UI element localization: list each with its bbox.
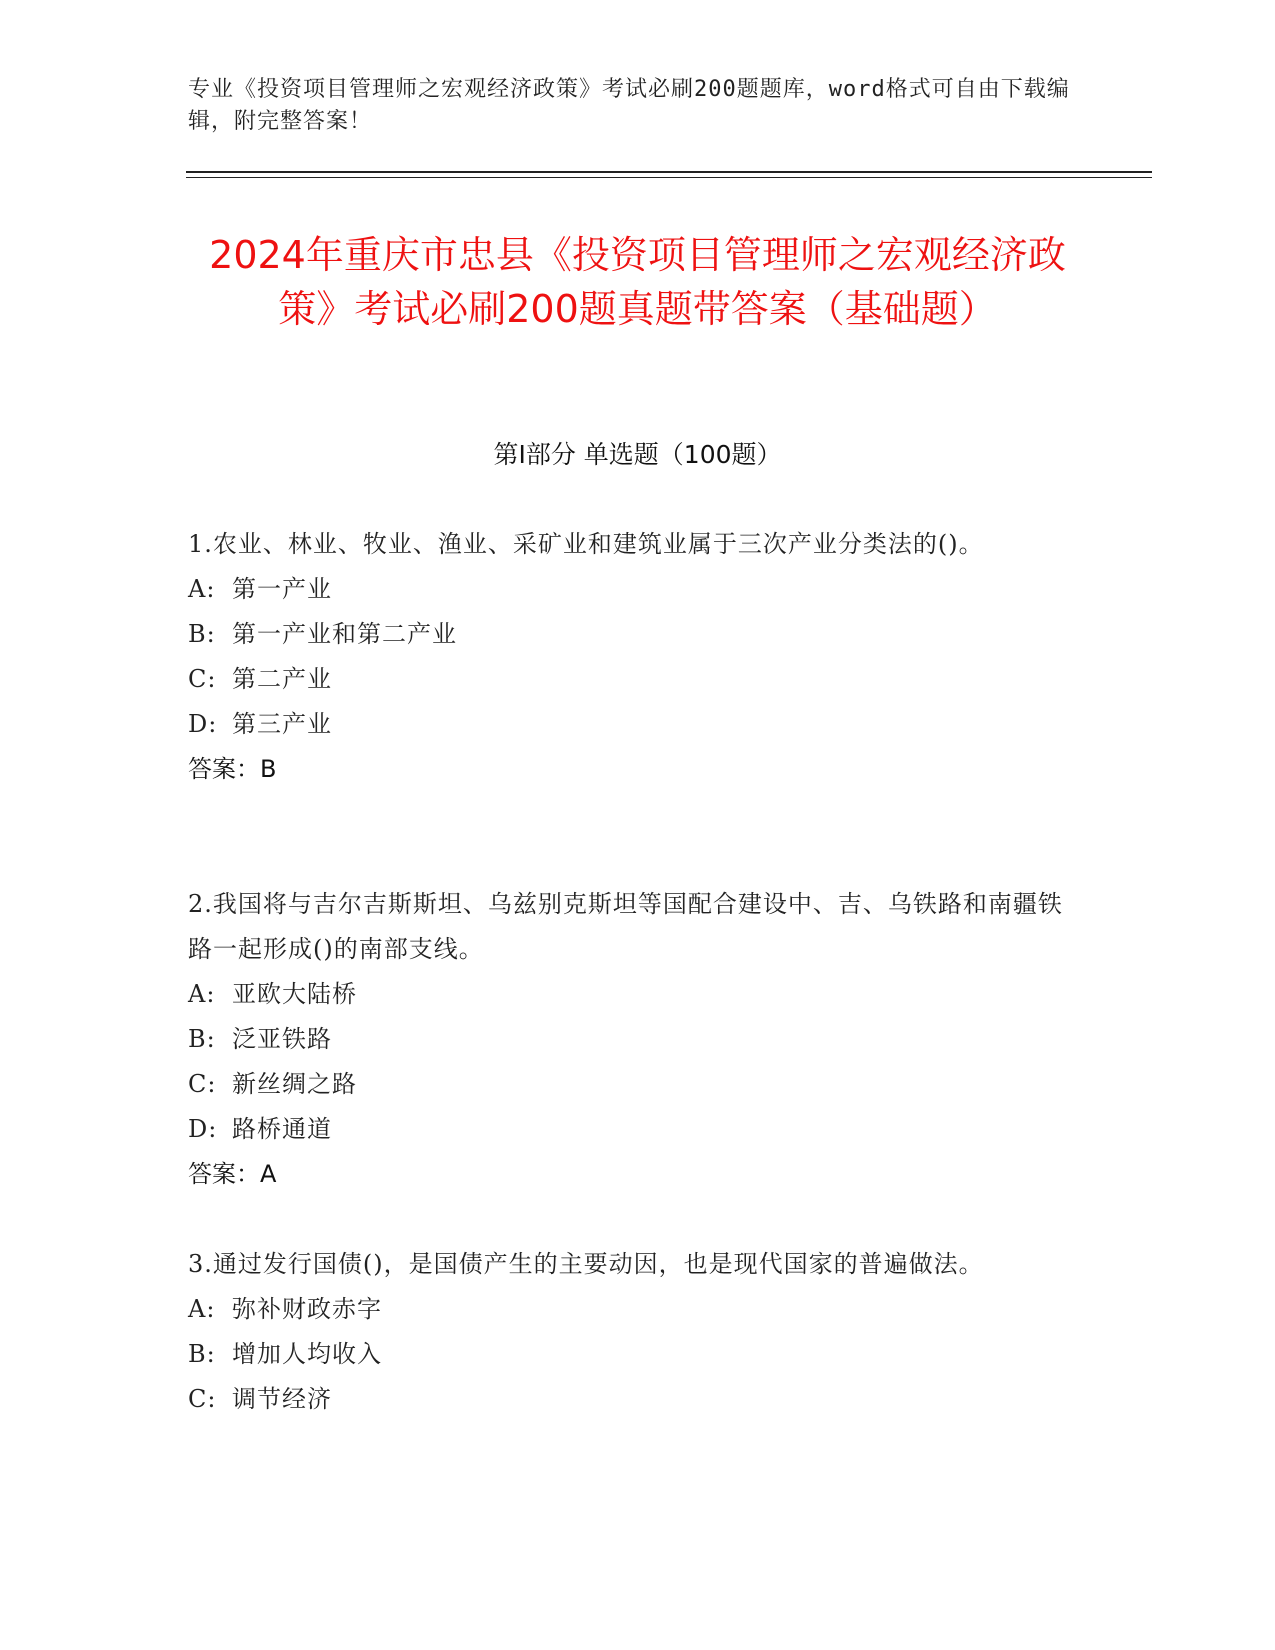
option-b: [188, 1017, 1068, 1062]
option-d: [188, 702, 1068, 747]
option-key: A:: [188, 1295, 216, 1323]
option-key: C:: [188, 1385, 217, 1413]
option-text: 第一产业和第二产业: [232, 620, 457, 648]
option-key: D:: [188, 710, 218, 738]
document-title: 2024年重庆市忠县《投资项目管理师之宏观经济政策》考试必刷200题真题带答案（基础题）: [209, 233, 1066, 331]
option-text: 第二产业: [232, 665, 332, 693]
option-key: B:: [188, 620, 216, 648]
question-2: [188, 882, 1068, 1197]
option-b: [188, 1332, 1068, 1377]
answer-line: 答案：A: [188, 1160, 277, 1188]
option-text: 路桥通道: [232, 1115, 332, 1143]
option-text: 调节经济: [232, 1385, 332, 1413]
question-stem: 2.我国将与吉尔吉斯斯坦、乌兹别克斯坦等国配合建设中、吉、乌铁路和南疆铁路一起形成()的南部支线。: [188, 890, 1063, 963]
header-rule-bottom: [186, 177, 1152, 178]
question-3: [188, 1242, 1068, 1422]
option-d: [188, 1107, 1068, 1152]
option-c: [188, 1377, 1068, 1422]
option-text: 亚欧大陆桥: [232, 980, 357, 1008]
option-key: C:: [188, 665, 217, 693]
header-rule-top: [186, 171, 1152, 173]
option-c: [188, 1062, 1068, 1107]
option-c: [188, 657, 1068, 702]
section-heading: 第I部分 单选题（100题）: [493, 440, 782, 469]
option-text: 第一产业: [232, 575, 332, 603]
option-a: [188, 1287, 1068, 1332]
option-key: B:: [188, 1025, 216, 1053]
header-note: 专业《投资项目管理师之宏观经济政策》考试必刷200题题库，word格式可自由下载编辑，附完整答案！: [188, 77, 1070, 134]
option-text: 增加人均收入: [232, 1340, 382, 1368]
option-text: 第三产业: [232, 710, 332, 738]
question-1: [188, 522, 1068, 792]
option-b: [188, 612, 1068, 657]
question-stem: 3.通过发行国债()，是国债产生的主要动因，也是现代国家的普遍做法。: [188, 1250, 984, 1278]
option-a: [188, 567, 1068, 612]
option-key: C:: [188, 1070, 217, 1098]
option-key: A:: [188, 980, 216, 1008]
answer-line: 答案：B: [188, 755, 277, 783]
question-stem: 1.农业、林业、牧业、渔业、采矿业和建筑业属于三次产业分类法的()。: [188, 530, 984, 558]
option-key: B:: [188, 1340, 216, 1368]
option-key: D:: [188, 1115, 218, 1143]
option-key: A:: [188, 575, 216, 603]
option-text: 新丝绸之路: [232, 1070, 357, 1098]
option-a: [188, 972, 1068, 1017]
option-text: 弥补财政赤字: [232, 1295, 382, 1323]
option-text: 泛亚铁路: [232, 1025, 332, 1053]
